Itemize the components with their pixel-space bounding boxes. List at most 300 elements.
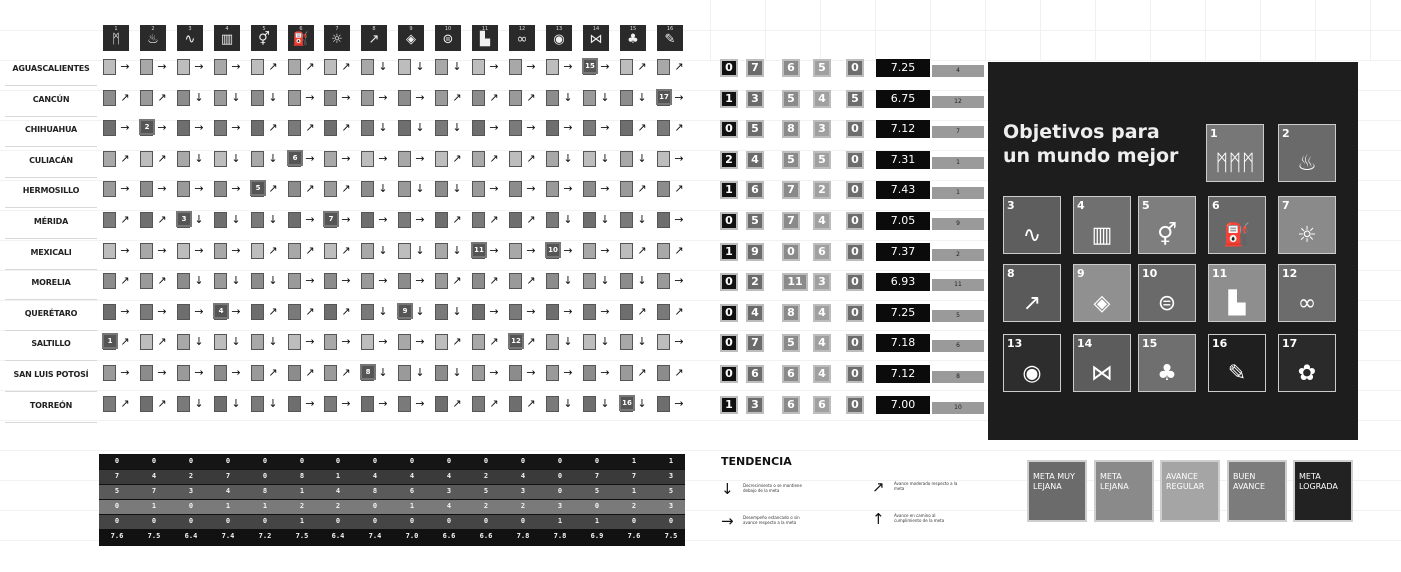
trend-arrow-icon: ↓ bbox=[452, 305, 462, 318]
trend-arrow-icon: → bbox=[415, 335, 425, 348]
trend-arrow-icon: ↓ bbox=[231, 274, 241, 287]
trend-arrow-icon: → bbox=[378, 91, 388, 104]
goal-cell bbox=[583, 151, 596, 167]
city-row-divider bbox=[5, 85, 97, 86]
legend-description: Desempeño estancado o sin avance respecto a la meta bbox=[743, 515, 800, 525]
goal-cell bbox=[140, 243, 153, 259]
trend-arrow-icon: ↓ bbox=[268, 152, 278, 165]
city-score: 7.31 bbox=[876, 151, 930, 169]
summary-value: 4 bbox=[446, 472, 452, 480]
city-score: 6.75 bbox=[876, 90, 930, 108]
trend-arrow-icon: ↓ bbox=[378, 60, 388, 73]
goal-cell bbox=[324, 181, 337, 197]
trend-arrow-icon: ↗ bbox=[674, 60, 684, 73]
trend-arrow-icon: → bbox=[120, 244, 130, 257]
trend-arrow-icon: ↓ bbox=[194, 213, 204, 226]
goal-12-tile bbox=[1278, 264, 1336, 322]
goal-cell bbox=[583, 90, 596, 106]
meta-count-box: 0 bbox=[846, 396, 864, 414]
trend-arrow-icon: ↗ bbox=[489, 397, 499, 410]
goal-cell bbox=[472, 59, 485, 75]
rank-marker: 17 bbox=[656, 89, 672, 105]
goal-cell bbox=[214, 273, 227, 289]
goal-cell bbox=[177, 120, 190, 136]
rank-marker: 10 bbox=[545, 242, 561, 258]
summary-value: 2 bbox=[520, 502, 526, 510]
goal-cell bbox=[140, 212, 153, 228]
summary-value: 1 bbox=[594, 517, 600, 525]
trend-arrow-icon: ↗ bbox=[157, 213, 167, 226]
trend-arrow-icon: ↗ bbox=[637, 121, 647, 134]
trend-arrow-icon: → bbox=[120, 305, 130, 318]
legend-title: TENDENCIA bbox=[721, 455, 792, 468]
meta-count-box: 7 bbox=[746, 59, 764, 77]
trend-arrow-icon: ↗ bbox=[120, 213, 130, 226]
goal-cell bbox=[657, 151, 670, 167]
meta-count-box: 0 bbox=[720, 212, 738, 230]
city-rank: 9 bbox=[932, 218, 984, 230]
city-rank: 2 bbox=[932, 249, 984, 261]
legend-description: Decrecimiento o se mantiene debajo de la meta bbox=[743, 483, 802, 493]
city-label: CHIHUAHUA bbox=[24, 125, 78, 135]
goal-cell bbox=[546, 212, 559, 228]
poverty-icon bbox=[103, 25, 129, 51]
summary-value: 0 bbox=[335, 517, 341, 525]
city-rank: 5 bbox=[932, 310, 984, 322]
goal-2-icon: ♨ bbox=[1297, 151, 1317, 176]
trend-arrow-icon: ↗ bbox=[526, 213, 536, 226]
trend-arrow-icon: ↗ bbox=[120, 274, 130, 287]
city-row-divider bbox=[5, 391, 97, 392]
trend-arrow-icon: → bbox=[120, 121, 130, 134]
summary-value: 1 bbox=[225, 502, 231, 510]
trend-arrow-icon: ↗ bbox=[526, 274, 536, 287]
goal-cell bbox=[140, 273, 153, 289]
meta-count-box: 8 bbox=[782, 120, 800, 138]
summary-value: 7.5 bbox=[295, 532, 309, 540]
peace-icon bbox=[657, 25, 683, 51]
goal-tile-number: 17 bbox=[1282, 337, 1298, 350]
meta-count-box: 5 bbox=[813, 151, 831, 169]
goal-cell bbox=[103, 212, 116, 228]
trend-arrow-icon: → bbox=[378, 335, 388, 348]
trend-arrow-icon: ↓ bbox=[194, 335, 204, 348]
trend-arrow-icon: → bbox=[563, 60, 573, 73]
goal-cell bbox=[546, 334, 559, 350]
trend-arrow-icon: → bbox=[341, 213, 351, 226]
trend-arrow-icon: ↓ bbox=[563, 152, 573, 165]
goal-cell bbox=[435, 243, 448, 259]
meta-count-box: 0 bbox=[846, 334, 864, 352]
goal-cell bbox=[546, 59, 559, 75]
trend-arrow-icon: ↗ bbox=[341, 366, 351, 379]
trend-arrow-icon: ↓ bbox=[637, 91, 647, 104]
trend-arrow-icon: ↗ bbox=[489, 91, 499, 104]
goal-cell bbox=[509, 212, 522, 228]
goal-10-icon: ⊜ bbox=[1157, 291, 1177, 316]
legend-description: Avance en camino al cumplimiento de la meta bbox=[894, 513, 945, 523]
summary-value: 7 bbox=[631, 472, 637, 480]
goal-cell bbox=[398, 59, 411, 75]
trend-arrow-icon: ↓ bbox=[637, 152, 647, 165]
goal-16-icon: ✎ bbox=[1227, 361, 1247, 386]
meta-count-box: 2 bbox=[813, 181, 831, 199]
goal-cell bbox=[361, 334, 374, 350]
trend-arrow-icon: → bbox=[563, 305, 573, 318]
goal-cell bbox=[177, 151, 190, 167]
goal-6-tile bbox=[1208, 196, 1266, 254]
header-icon-number: 2 bbox=[151, 26, 155, 32]
city-rank: 11 bbox=[932, 279, 984, 291]
goal-cell bbox=[214, 151, 227, 167]
header-icon-number: 14 bbox=[592, 26, 600, 32]
trend-arrow-icon: → bbox=[526, 305, 536, 318]
goal-cell bbox=[140, 396, 153, 412]
meta-count-box: 0 bbox=[720, 365, 738, 383]
goal-cell bbox=[177, 90, 190, 106]
goal-cell bbox=[472, 212, 485, 228]
trend-arrow-icon: ↓ bbox=[452, 182, 462, 195]
goal-cell bbox=[324, 365, 337, 381]
sheet-col-line bbox=[1040, 0, 1041, 60]
city-label: AGUASCALIENTES bbox=[12, 64, 90, 73]
trend-arrow-icon: → bbox=[305, 213, 315, 226]
gender-icon-glyph: ⚥ bbox=[258, 32, 270, 47]
summary-value: 7 bbox=[594, 472, 600, 480]
summary-value: 7.8 bbox=[516, 532, 530, 540]
industry-icon-glyph: ◈ bbox=[406, 32, 416, 47]
meta-count-box: 4 bbox=[813, 304, 831, 322]
summary-value: 1 bbox=[299, 487, 305, 495]
goal-cell bbox=[177, 365, 190, 381]
cities-icon bbox=[472, 25, 498, 51]
goal-12-icon: ∞ bbox=[1297, 291, 1317, 316]
city-score: 6.93 bbox=[876, 273, 930, 291]
city-rank: 7 bbox=[932, 126, 984, 138]
summary-value: 0 bbox=[483, 517, 489, 525]
sheet-col-line bbox=[710, 0, 711, 60]
goal-cell bbox=[546, 120, 559, 136]
sheet-col-line bbox=[1095, 0, 1096, 60]
trend-arrow-icon: ↗ bbox=[526, 91, 536, 104]
meta-count-box: 9 bbox=[746, 243, 764, 261]
trend-arrow-icon: → bbox=[194, 182, 204, 195]
summary-value: 4 bbox=[151, 472, 157, 480]
goal-cell bbox=[509, 304, 522, 320]
header-icon-number: 16 bbox=[666, 26, 674, 32]
goal-cell bbox=[472, 396, 485, 412]
meta-count-box: 4 bbox=[746, 151, 764, 169]
goal-cell bbox=[583, 120, 596, 136]
trend-arrow-icon: ↗ bbox=[674, 244, 684, 257]
trend-arrow-icon: → bbox=[489, 244, 499, 257]
meta-count-box: 6 bbox=[813, 243, 831, 261]
goal-cell bbox=[546, 90, 559, 106]
goal-tile-number: 8 bbox=[1007, 267, 1015, 280]
goal-cell bbox=[546, 151, 559, 167]
goal-tile-number: 16 bbox=[1212, 337, 1228, 350]
meta-count-box: 0 bbox=[846, 273, 864, 291]
goal-11-tile bbox=[1208, 264, 1266, 322]
goal-cell bbox=[435, 120, 448, 136]
trend-arrow-icon: ↗ bbox=[637, 60, 647, 73]
goal-tile-number: 7 bbox=[1282, 199, 1290, 212]
summary-value: 5 bbox=[114, 487, 120, 495]
trend-arrow-icon: → bbox=[415, 152, 425, 165]
summary-value: 1 bbox=[631, 457, 637, 465]
city-label: CULIACÁN bbox=[29, 155, 73, 165]
trend-arrow-icon: ↓ bbox=[231, 335, 241, 348]
goal-cell bbox=[472, 120, 485, 136]
trend-arrow-icon: ↗ bbox=[341, 121, 351, 134]
goal-17-tile bbox=[1278, 334, 1336, 392]
trend-arrow-icon: ↗ bbox=[341, 305, 351, 318]
trend-arrow-icon: ↗ bbox=[268, 182, 278, 195]
goal-cell bbox=[288, 120, 301, 136]
trend-arrow-icon: → bbox=[305, 335, 315, 348]
header-icon-number: 8 bbox=[372, 26, 376, 32]
trend-arrow-icon: ↗ bbox=[157, 274, 167, 287]
goal-cell bbox=[140, 365, 153, 381]
summary-value: 2 bbox=[631, 502, 637, 510]
meta-count-box: 1 bbox=[720, 243, 738, 261]
trend-arrow-icon: ↗ bbox=[268, 60, 278, 73]
goal-cell bbox=[177, 304, 190, 320]
goal-cell bbox=[214, 243, 227, 259]
meta-count-box: 6 bbox=[782, 396, 800, 414]
goal-cell bbox=[435, 304, 448, 320]
goal-cell bbox=[361, 212, 374, 228]
meta-count-box: 0 bbox=[846, 151, 864, 169]
goal-cell bbox=[103, 273, 116, 289]
land-icon-glyph: ♣ bbox=[627, 32, 639, 47]
trend-arrow-icon: ↗ bbox=[120, 91, 130, 104]
goal-cell bbox=[103, 90, 116, 106]
education-icon-glyph: ▥ bbox=[220, 32, 234, 47]
meta-legend-box: META LEJANA bbox=[1094, 460, 1154, 522]
trend-arrow-icon: ↓ bbox=[415, 305, 425, 318]
city-row-divider bbox=[5, 238, 97, 239]
trend-arrow-icon: ↓ bbox=[268, 213, 278, 226]
trend-arrow-icon: ↗ bbox=[526, 152, 536, 165]
goal-11-icon: ▙ bbox=[1228, 291, 1246, 316]
summary-value: 6.4 bbox=[184, 532, 198, 540]
goal-cell bbox=[103, 59, 116, 75]
meta-count-box: 5 bbox=[846, 90, 864, 108]
trend-arrow-icon: → bbox=[415, 213, 425, 226]
trend-arrow-icon: ↗ bbox=[305, 305, 315, 318]
city-row-divider bbox=[5, 177, 97, 178]
summary-value: 7.4 bbox=[368, 532, 382, 540]
trend-arrow-icon: → bbox=[305, 152, 315, 165]
goal-6-icon: ⛽ bbox=[1223, 223, 1251, 248]
meta-count-box: 7 bbox=[746, 334, 764, 352]
poster-title bbox=[1003, 120, 1203, 168]
trend-arrow-icon: ↓ bbox=[452, 366, 462, 379]
goal-cell bbox=[546, 396, 559, 412]
sheet-col-line bbox=[875, 0, 876, 60]
meta-count-box: 2 bbox=[746, 273, 764, 291]
goal-cell bbox=[583, 365, 596, 381]
trend-arrow-icon: ↗ bbox=[157, 335, 167, 348]
summary-value: 2 bbox=[483, 502, 489, 510]
summary-value: 6.6 bbox=[442, 532, 456, 540]
rank-marker: 8 bbox=[360, 364, 376, 380]
goal-tile-number: 15 bbox=[1142, 337, 1158, 350]
goal-cell bbox=[361, 273, 374, 289]
meta-count-box: 6 bbox=[782, 365, 800, 383]
trend-arrow-icon: ↗ bbox=[157, 91, 167, 104]
summary-value: 7.6 bbox=[110, 532, 124, 540]
trend-arrow-icon: ↓ bbox=[268, 274, 278, 287]
legend-arrow-icon: ↗ bbox=[872, 478, 885, 496]
trend-arrow-icon: → bbox=[526, 60, 536, 73]
goal-15-icon: ♣ bbox=[1157, 361, 1177, 386]
goal-cell bbox=[398, 273, 411, 289]
trend-arrow-icon: ↓ bbox=[231, 152, 241, 165]
trend-arrow-icon: ↗ bbox=[452, 274, 462, 287]
trend-arrow-icon: ↗ bbox=[674, 305, 684, 318]
peace-icon-glyph: ✎ bbox=[664, 32, 676, 47]
trend-arrow-icon: ↗ bbox=[341, 182, 351, 195]
trend-arrow-icon: → bbox=[194, 60, 204, 73]
city-score: 7.43 bbox=[876, 181, 930, 199]
trend-arrow-icon: → bbox=[674, 213, 684, 226]
trend-arrow-icon: ↗ bbox=[674, 121, 684, 134]
trend-arrow-icon: ↓ bbox=[637, 335, 647, 348]
inequality-icon bbox=[435, 25, 461, 51]
water-icon bbox=[288, 25, 314, 51]
goal-cell bbox=[398, 181, 411, 197]
meta-count-box: 4 bbox=[813, 212, 831, 230]
summary-value: 0 bbox=[483, 457, 489, 465]
goal-cell bbox=[657, 59, 670, 75]
goal-tile-number: 14 bbox=[1077, 337, 1093, 350]
goal-cell bbox=[103, 365, 116, 381]
rank-marker: 2 bbox=[139, 119, 155, 135]
trend-arrow-icon: ↗ bbox=[526, 335, 536, 348]
summary-value: 4 bbox=[335, 487, 341, 495]
goal-cell bbox=[435, 334, 448, 350]
goal-cell bbox=[140, 334, 153, 350]
goal-cell bbox=[361, 90, 374, 106]
trend-arrow-icon: ↓ bbox=[378, 121, 388, 134]
summary-value: 0 bbox=[668, 517, 674, 525]
energy-icon-glyph: ☼ bbox=[331, 32, 343, 47]
legend-description: Avance moderado respecto a la meta bbox=[894, 481, 958, 491]
city-row-divider bbox=[5, 146, 97, 147]
summary-value: 7.6 bbox=[627, 532, 641, 540]
trend-arrow-icon: → bbox=[157, 305, 167, 318]
summary-value: 0 bbox=[225, 457, 231, 465]
goal-cell bbox=[657, 212, 670, 228]
goal-cell bbox=[103, 396, 116, 412]
meta-count-box: 0 bbox=[846, 120, 864, 138]
goal-tile-number: 6 bbox=[1212, 199, 1220, 212]
trend-arrow-icon: → bbox=[674, 91, 684, 104]
goal-cell bbox=[251, 151, 264, 167]
summary-value: 0 bbox=[262, 472, 268, 480]
goal-cell bbox=[288, 365, 301, 381]
goal-cell bbox=[509, 273, 522, 289]
goal-tile-number: 5 bbox=[1142, 199, 1150, 212]
city-row-divider bbox=[5, 330, 97, 331]
summary-value: 5 bbox=[483, 487, 489, 495]
consumption-icon bbox=[509, 25, 535, 51]
meta-count-box: 5 bbox=[813, 59, 831, 77]
trend-arrow-icon: → bbox=[157, 244, 167, 257]
goal-cell bbox=[251, 365, 264, 381]
summary-value: 0 bbox=[557, 457, 563, 465]
meta-count-box: 8 bbox=[782, 304, 800, 322]
summary-value: 3 bbox=[668, 502, 674, 510]
trend-arrow-icon: ↗ bbox=[452, 213, 462, 226]
city-label: QUERÉTARO bbox=[24, 308, 78, 318]
trend-arrow-icon: → bbox=[489, 305, 499, 318]
meta-count-box: 4 bbox=[746, 304, 764, 322]
trend-arrow-icon: → bbox=[563, 121, 573, 134]
goal-1-icon: ᛗᛗᛗ bbox=[1215, 151, 1255, 176]
sheet-col-line bbox=[1150, 0, 1151, 60]
summary-value: 0 bbox=[262, 457, 268, 465]
trend-arrow-icon: → bbox=[231, 182, 241, 195]
trend-arrow-icon: ↗ bbox=[452, 335, 462, 348]
goal-cell bbox=[251, 396, 264, 412]
city-row-divider bbox=[5, 299, 97, 300]
summary-value: 0 bbox=[409, 457, 415, 465]
trend-arrow-icon: → bbox=[157, 366, 167, 379]
summary-value: 4 bbox=[372, 472, 378, 480]
sheet-col-line bbox=[930, 0, 931, 60]
goal-13-icon: ◉ bbox=[1022, 361, 1042, 386]
goal-cell bbox=[657, 334, 670, 350]
header-icon-number: 4 bbox=[225, 26, 229, 32]
trend-arrow-icon: → bbox=[231, 305, 241, 318]
goal-cell bbox=[546, 365, 559, 381]
meta-count-box: 7 bbox=[782, 181, 800, 199]
goal-cell bbox=[398, 120, 411, 136]
goal-4-icon: ▥ bbox=[1091, 223, 1113, 248]
summary-value: 0 bbox=[372, 517, 378, 525]
goal-cell bbox=[435, 151, 448, 167]
legend-arrow-icon: ↓ bbox=[721, 480, 734, 498]
meta-count-box: 2 bbox=[720, 151, 738, 169]
trend-arrow-icon: → bbox=[489, 60, 499, 73]
trend-arrow-icon: → bbox=[341, 152, 351, 165]
summary-value: 0 bbox=[446, 517, 452, 525]
city-score: 7.18 bbox=[876, 334, 930, 352]
goal-cell bbox=[472, 304, 485, 320]
goal-cell bbox=[288, 243, 301, 259]
sheet-col-line bbox=[1260, 0, 1261, 60]
summary-value: 0 bbox=[557, 487, 563, 495]
goal-cell bbox=[361, 120, 374, 136]
goal-cell bbox=[324, 151, 337, 167]
trend-arrow-icon: ↓ bbox=[600, 335, 610, 348]
sheet-row-line bbox=[0, 60, 1401, 61]
trend-arrow-icon: → bbox=[563, 182, 573, 195]
summary-value: 0 bbox=[335, 457, 341, 465]
health-icon-glyph: ∿ bbox=[184, 32, 196, 47]
poster-title-line-1: Objetivos para bbox=[1003, 121, 1160, 143]
goal-cell bbox=[657, 396, 670, 412]
trend-arrow-icon: ↗ bbox=[120, 152, 130, 165]
trend-arrow-icon: → bbox=[194, 305, 204, 318]
city-row-divider bbox=[5, 422, 97, 423]
summary-value: 1 bbox=[631, 487, 637, 495]
city-row-divider bbox=[5, 116, 97, 117]
rank-marker: 16 bbox=[619, 395, 635, 411]
